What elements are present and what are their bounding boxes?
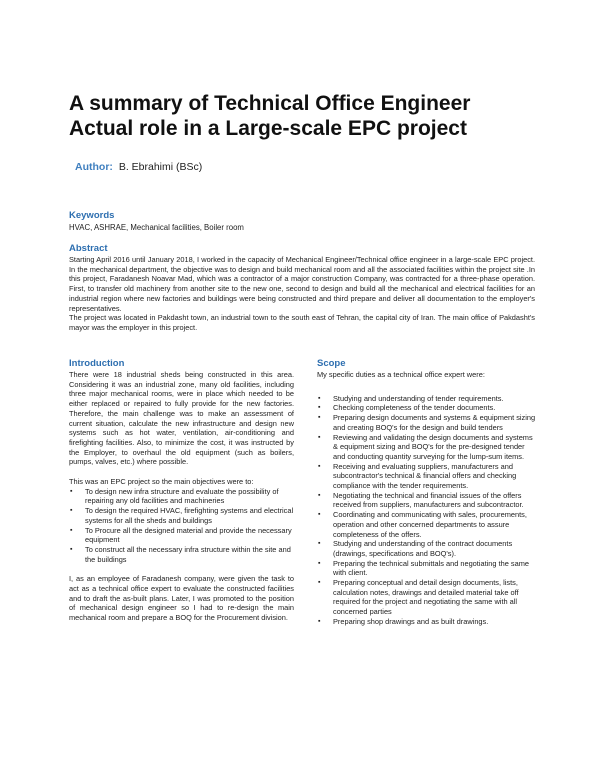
- bullet-icon: ▪: [318, 579, 321, 587]
- list-item: [317, 539, 537, 558]
- duty-text: Studying and understanding of tender requirements.: [333, 393, 504, 403]
- list-item: [317, 578, 537, 617]
- introduction-paragraph-1: There were 18 industrial sheds being constructed in this area. Considering it was an industrial zone, many old facilities, including three major mechanical rooms, were in place which needed to be either replaced or repaired to fully provide for the new factories. Therefore, the main challenge was to make an assessment of current situation, calculate the new infrastructure and design new systems such as hot water, ventilation, air-conditioning and firefighting facilities. Also, to minimize the cost, it was instructed by the Employer, to overhaul the old equipment (such as boilers, pumps, valves, etc.) where possible.: [69, 370, 294, 467]
- objectives-list: [69, 487, 294, 565]
- list-item: [317, 433, 537, 462]
- bullet-icon: ▪: [318, 617, 321, 625]
- bullet-icon: ▪: [318, 491, 321, 499]
- bullet-icon: ▪: [70, 545, 73, 553]
- bullet-icon: ▪: [318, 394, 321, 402]
- list-item: [317, 491, 537, 510]
- author-label: Author:: [75, 161, 113, 173]
- scope-section: [317, 358, 537, 627]
- duty-text: Receiving and evaluating suppliers, manufacturers and subcontractor's technical & financial offers and checking compliance with the tender requirements.: [333, 461, 517, 491]
- list-item: [317, 617, 537, 627]
- keywords-text: HVAC, ASHRAE, Mechanical facilities, Boiler room: [69, 223, 244, 232]
- list-item: [69, 487, 294, 506]
- bullet-icon: ▪: [318, 559, 321, 567]
- bullet-icon: ▪: [318, 404, 321, 412]
- list-item: [69, 506, 294, 525]
- objective-text: To design new infra structure and evaluate the possibility of repairing any old facilities and machineries: [85, 486, 279, 506]
- keywords-heading: Keywords: [69, 210, 115, 221]
- bullet-icon: ▪: [318, 511, 321, 519]
- introduction-paragraph-2: This was an EPC project so the main objectives were to:: [69, 477, 254, 487]
- bullet-icon: ▪: [318, 433, 321, 441]
- duty-text: Preparing design documents and systems & equipment sizing and creating BOQ's for the design and build tenders: [333, 413, 536, 432]
- abstract-section: [69, 243, 535, 333]
- duty-text: Negotiating the technical and financial issues of the offers received from suppliers, manufacturers and subcontractor.: [333, 490, 524, 510]
- bullet-icon: ▪: [318, 540, 321, 548]
- duty-text: Preparing the technical submittals and negotiating the same with client.: [333, 558, 529, 578]
- author-name: B. Ebrahimi (BSc): [118, 161, 203, 173]
- paper-title: A summary of Technical Office Engineer Actual role in a Large-scale EPC project: [69, 92, 471, 140]
- keywords-section: [69, 210, 539, 233]
- bullet-icon: ▪: [70, 487, 73, 495]
- list-item: [317, 559, 537, 578]
- list-item: [317, 403, 537, 413]
- bullet-icon: ▪: [318, 462, 321, 470]
- list-item: [317, 510, 537, 539]
- objective-text: To design the required HVAC, firefighting systems and electrical systems for all the sheds and buildings: [85, 506, 294, 525]
- duty-text: Reviewing and validating the design documents and systems & equipment sizing and BOQ's for the pre-designed tender and conducting quantity surveying for the lump-sum items.: [333, 432, 533, 461]
- duty-text: Preparing shop drawings and as built drawings.: [333, 616, 489, 626]
- scope-intro: My specific duties as a technical office expert were:: [317, 370, 485, 379]
- objective-text: To construct all the necessary infra structure within the site and the buildings: [85, 544, 291, 564]
- list-item: [317, 413, 537, 432]
- bullet-icon: ▪: [70, 507, 73, 515]
- introduction-paragraph-3: I, as an employee of Faradanesh company, were given the task to act as a technical office expert to evaluate the constructed facilities and to draft the as-built plans. Later, I was promoted to the position of mechanical design engineer so I had to re-design the main mechanical room and prepare a BOQ for the Procurement division.: [69, 574, 294, 623]
- bullet-icon: ▪: [70, 526, 73, 534]
- duty-text: Checking completeness of the tender documents.: [333, 403, 496, 413]
- abstract-paragraph-1: Starting April 2016 until January 2018, I worked in the capacity of Mechanical Engineer/Technical office engineer in a large-scale EPC project. In the mechanical department, the objective was to design and build mechanical room and all the associated facilities within the project site .In this project, Faradanesh Noavar Mad, which was a contractor of a major construction Company, was contracted for a three-phase operation. First, to transfer old machinery from another site to the new one, second to design and build all the mechanical and electrical facilities for an industrial region where new factories and buildings were being constructed and third prepare and deliver all documentation to the employer's representatives.: [69, 255, 535, 313]
- scope-heading: Scope: [317, 358, 346, 369]
- list-item: [69, 545, 294, 564]
- abstract-paragraph-2: The project was located in Pakdasht town, an industrial town to the south east of Tehran, the capital city of Iran. The main office of Pakdasht's mayor was the employer in this project.: [69, 313, 535, 332]
- author-line: [75, 161, 202, 173]
- list-item: [69, 526, 294, 545]
- duties-list: [317, 394, 537, 627]
- duty-text: Preparing conceptual and detail design documents, lists, calculation notes, drawings and detailed material take off required for the project and negotiating the same with all concerned parties: [333, 578, 519, 617]
- introduction-section: [69, 358, 294, 623]
- objective-text: To Procure all the designed material and provide the necessary equipment: [85, 525, 292, 545]
- duty-text: Coordinating and communicating with sales, procurements, operation and other concerned departments to assure completeness of the offers.: [333, 510, 527, 539]
- list-item: [317, 462, 537, 491]
- list-item: [317, 394, 537, 404]
- bullet-icon: ▪: [318, 414, 321, 422]
- introduction-heading: Introduction: [69, 358, 125, 369]
- duty-text: Studying and understanding of the contract documents (drawings, specifications and BOQ's).: [333, 539, 513, 558]
- abstract-heading: Abstract: [69, 243, 108, 254]
